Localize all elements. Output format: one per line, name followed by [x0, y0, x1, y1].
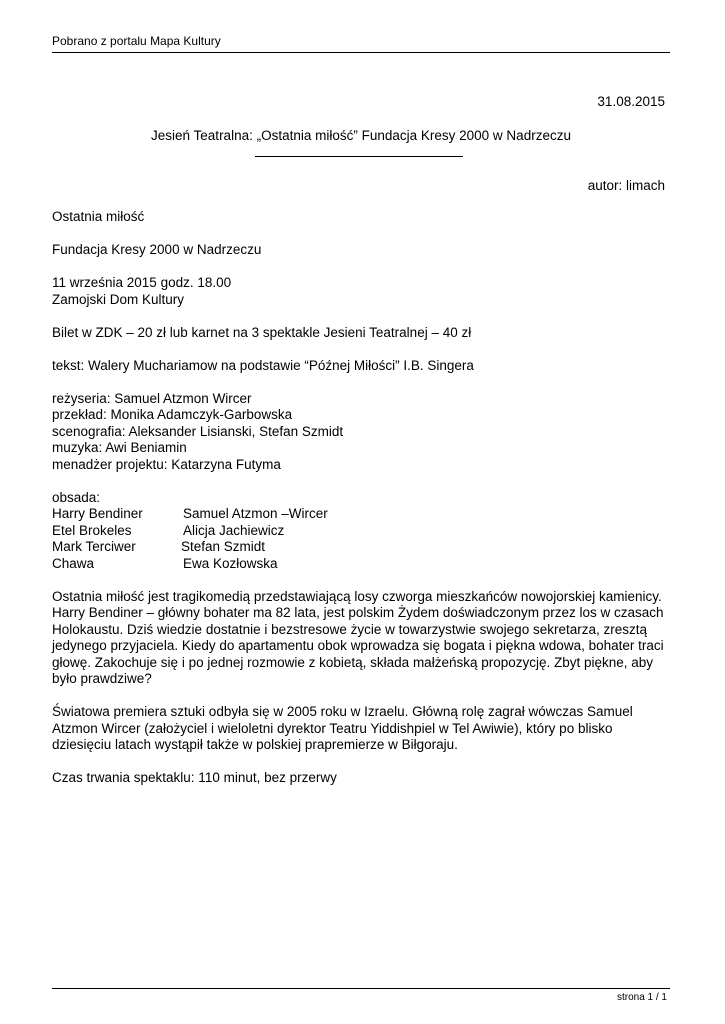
title-underline [255, 156, 463, 157]
article-date: 31.08.2015 [597, 94, 665, 109]
ticket-info: Bilet w ZDK – 20 zł lub karnet na 3 spektakle Jesieni Teatralnej – 40 zł [52, 324, 472, 340]
header-divider [52, 52, 670, 53]
credit-line: reżyseria: Samuel Atzmon Wircer [52, 390, 252, 406]
cast-role: Harry Bendiner [52, 506, 143, 521]
cast-section [52, 490, 670, 573]
organizer: Fundacja Kresy 2000 w Nadrzeczu [52, 242, 262, 257]
cast-actor: Stefan Szmidt [181, 539, 266, 554]
cast-row [52, 539, 670, 556]
page-header-source: Pobrano z portalu Mapa Kultury [52, 34, 221, 48]
cast-actor: Ewa Kozłowska [183, 555, 278, 571]
credit-line: menadżer projektu: Katarzyna Futyma [52, 456, 281, 472]
article-author: autor: limach [587, 178, 665, 193]
text-credit: tekst: Walery Muchariamow na podstawie “Późnej Miłości” I.B. Singera [52, 357, 474, 373]
cast-actor: Samuel Atzmon –Wircer [183, 506, 328, 521]
credit-line: scenografia: Aleksander Lisianski, Stefan Szmidt [52, 423, 344, 439]
cast-actor: Alicja Jachiewicz [183, 522, 285, 538]
premiere-paragraph: Światowa premiera sztuki odbyła się w 2005 roku w Izraelu. Główną rolę zagrał wówczas Samuel Atzmon Wircer (założyciel i wieloletni dyrektor Teatru Yiddishpiel w Tel Awiwie), który po blisko dziesięciu latach wystąpił także w polskiej prapremierze w Biłgoraju. [52, 704, 633, 752]
event-info [52, 275, 670, 308]
cast-role: Etel Brokeles [52, 522, 132, 538]
event-venue: Zamojski Dom Kultury [52, 291, 185, 307]
page-number: strona 1 / 1 [616, 992, 667, 1003]
credits-list [52, 391, 670, 474]
footer-divider [52, 988, 670, 989]
event-date: 11 września 2015 godz. 18.00 [52, 275, 232, 290]
duration-info: Czas trwania spektaklu: 110 minut, bez przerwy [52, 770, 337, 785]
cast-row [52, 506, 670, 523]
credit-line: muzyka: Awi Beniamin [52, 440, 187, 455]
description-paragraph: Ostatnia miłość jest tragikomedią przedstawiającą losy czworga mieszkańców nowojorskiej kamienicy. Harry Bendiner – główny bohater ma 82 lata, jest polskim Żydem doświadczonym przez los w czasach Holokaustu. Dziś wiedzie dostatnie i bezstresowe życie w towarzystwie swojego sekretarza, zresztą jedynego przyjaciela. Kiedy do apartamentu obok wprowadza się bogata i piękna wdowa, bohater traci głowę. Zakochuje się i po jednej rozmowie z kobietą, składa małżeńską propozycję. Zbyt piękne, aby było prawdziwe? [52, 588, 664, 686]
cast-role: Chawa [52, 555, 95, 571]
cast-role: Mark Terciwer [52, 539, 136, 554]
credit-line: przekład: Monika Adamczyk-Garbowska [52, 407, 293, 422]
article-body [52, 209, 670, 803]
play-title: Ostatnia miłość [52, 209, 145, 224]
cast-row [52, 523, 670, 540]
cast-label: obsada: [52, 489, 101, 505]
cast-row [52, 556, 670, 573]
article-title: Jesień Teatralna: „Ostatnia miłość” Fundacja Kresy 2000 w Nadrzeczu [151, 128, 571, 143]
